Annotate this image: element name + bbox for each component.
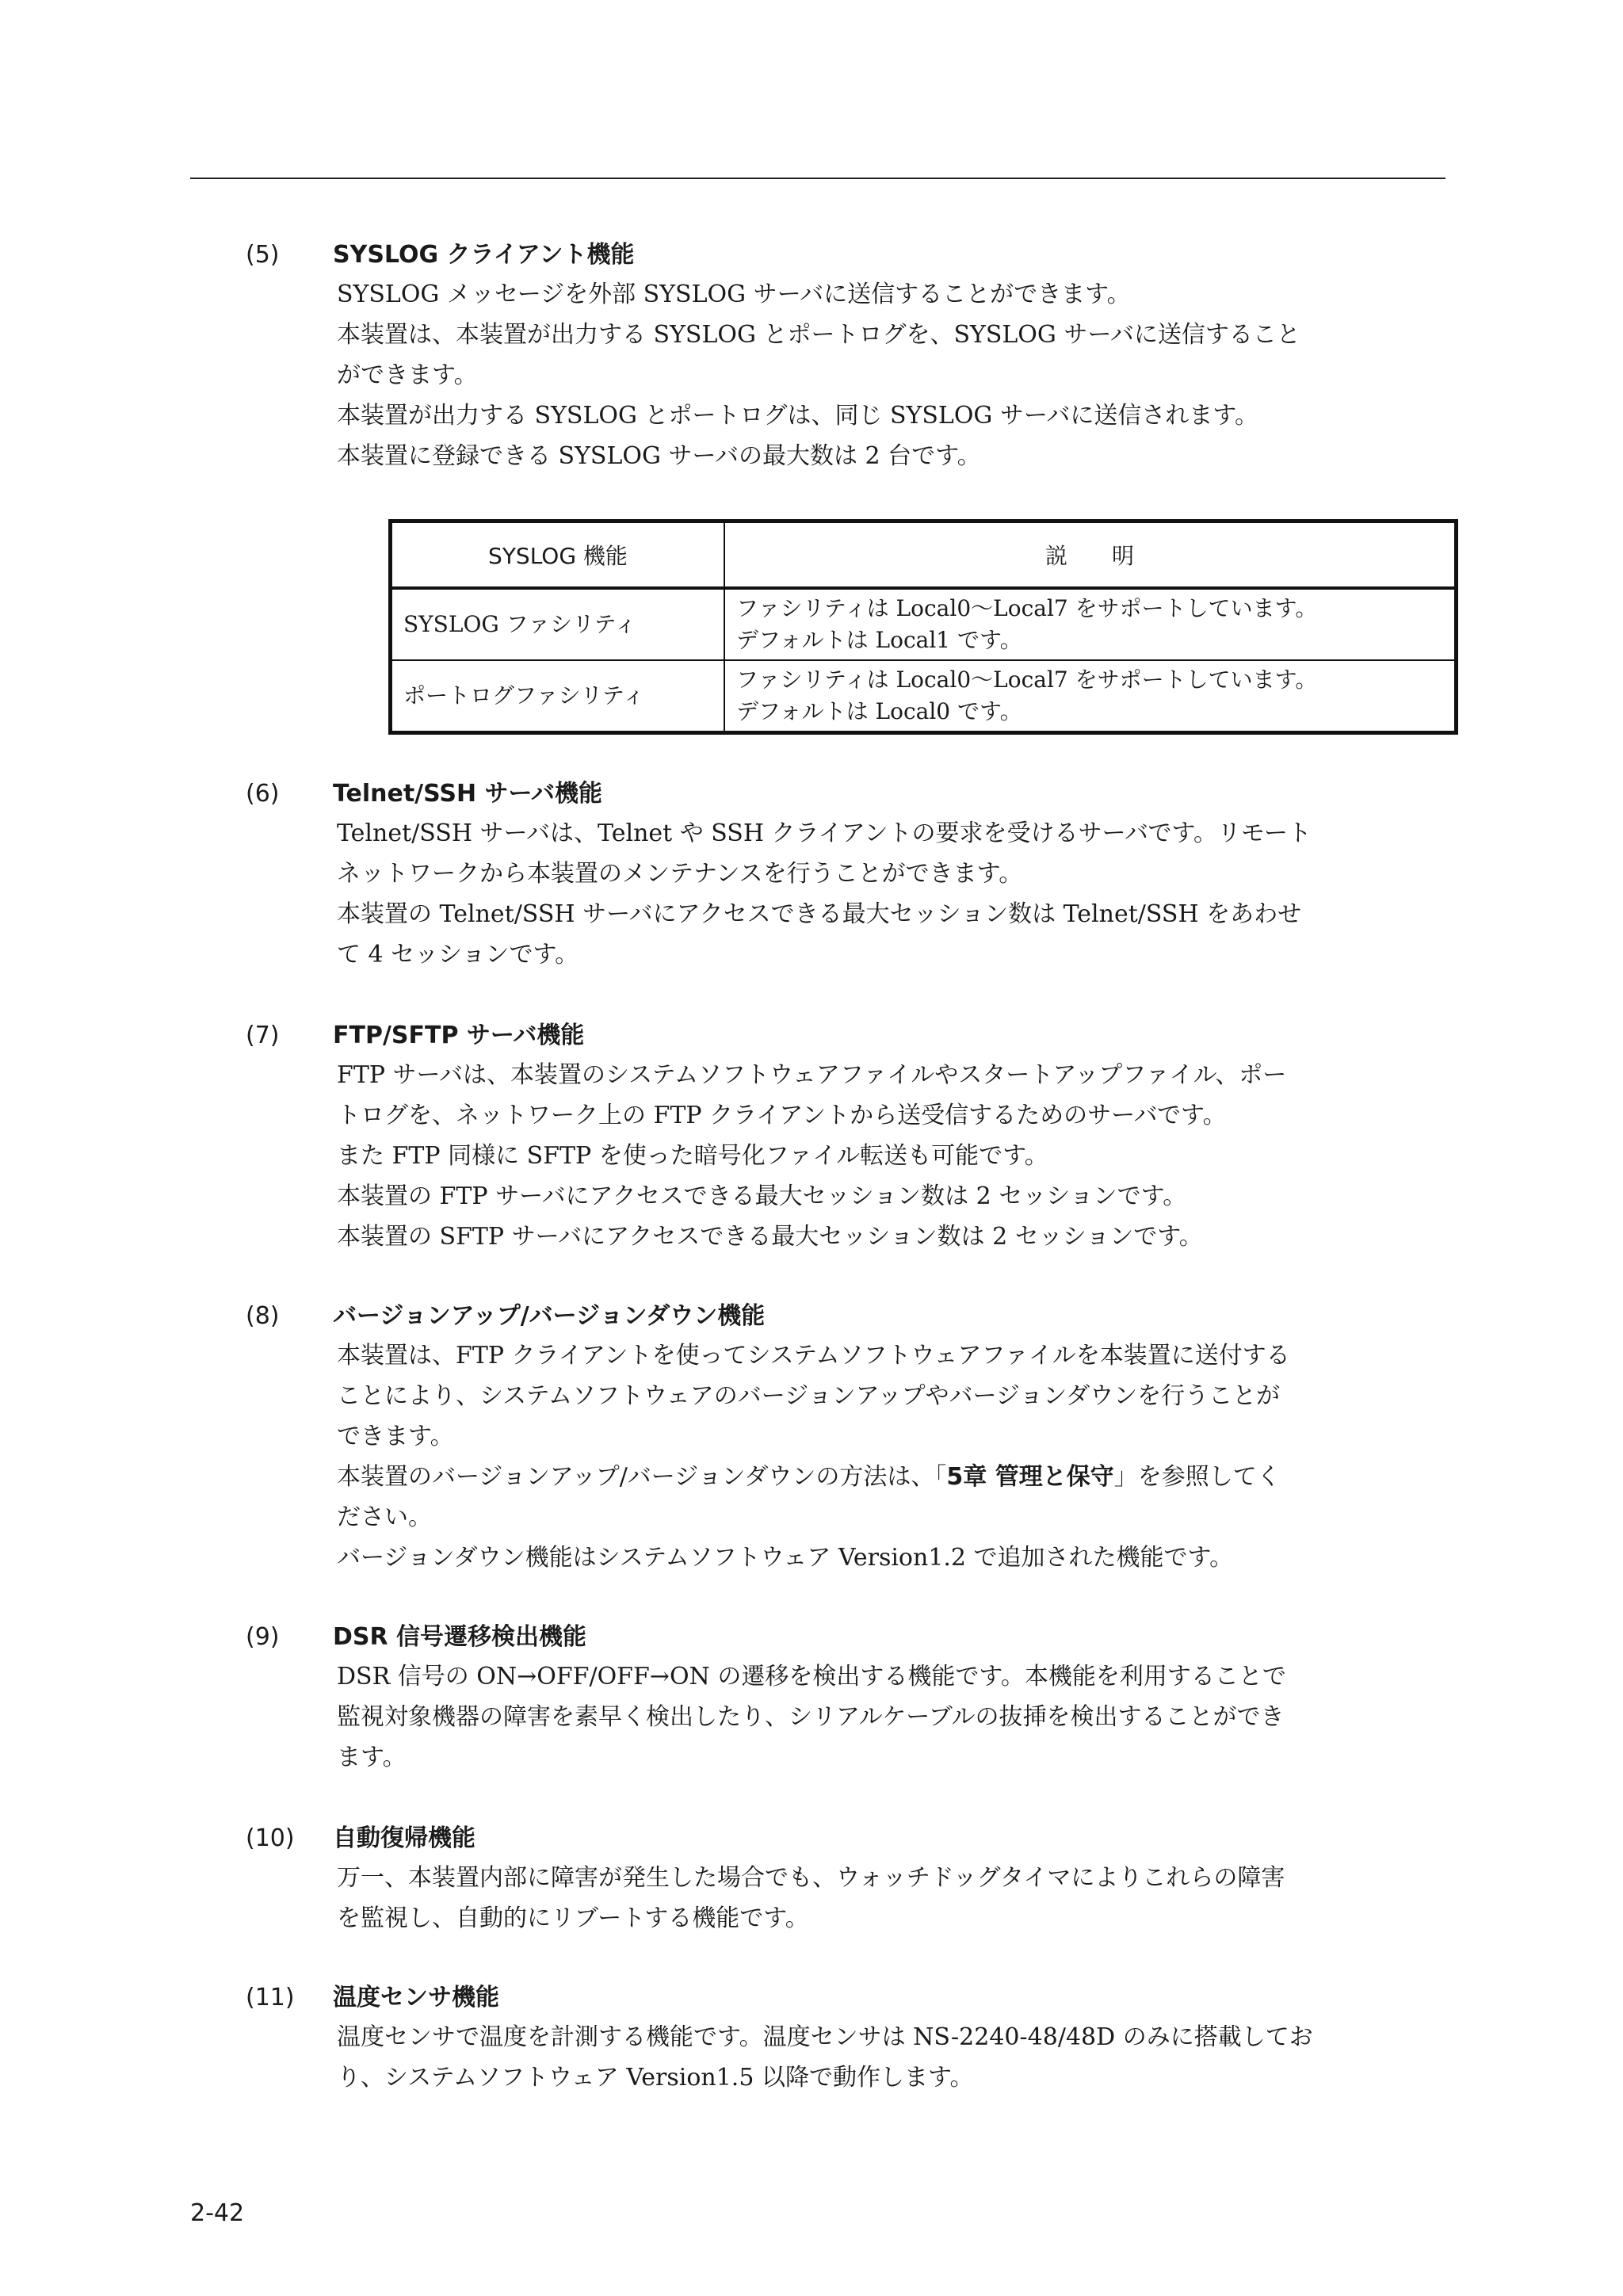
section-number: (10): [246, 1824, 295, 1852]
body-line: て 4 セッションです。: [337, 941, 579, 968]
body-line: バージョンダウン機能はシステムソフトウェア Version1.2 で追加された機能です。: [337, 1544, 1234, 1572]
section-number: (9): [246, 1623, 280, 1651]
body-line: できます。: [337, 1423, 454, 1450]
body-line: 本装置は、FTP クライアントを使ってシステムソフトウェアファイルを本装置に送付する: [337, 1342, 1290, 1370]
section-version-up-down: [246, 1297, 1458, 1578]
table-cell-name: SYSLOG ファシリティ: [391, 588, 725, 660]
section-auto-recovery: [246, 1820, 1458, 1939]
table-header-function: SYSLOG 機能: [391, 521, 725, 589]
description-line: ファシリティは Local0～Local7 をサポートしています。: [736, 667, 1318, 693]
body-line: ことにより、システムソフトウェアのバージョンアップやバージョンダウンを行うことが: [337, 1382, 1281, 1410]
body-line: また FTP 同様に SFTP を使った暗号化ファイル転送も可能です。: [337, 1142, 1048, 1170]
section-body: [337, 1858, 1446, 1939]
section-heading: [246, 1017, 1458, 1055]
page-number: 2-42: [190, 2199, 245, 2227]
description-line: デフォルトは Local0 です。: [736, 698, 1022, 724]
section-number: (6): [246, 780, 280, 808]
section-heading: [246, 1297, 1458, 1335]
table-header-row: [391, 521, 1457, 589]
section-body: [337, 1656, 1446, 1778]
reference-line: [337, 1457, 1446, 1497]
section-title: FTP/SFTP サーバ機能: [333, 1022, 585, 1049]
section-body: [337, 274, 1446, 476]
syslog-facility-table: [388, 519, 1458, 735]
section-body: [337, 813, 1446, 975]
section-title: 自動復帰機能: [333, 1824, 475, 1852]
chapter-reference: 5章 管理と保守: [946, 1463, 1114, 1491]
table-header-description: 説 明: [724, 521, 1457, 589]
body-line: ださい。: [337, 1503, 432, 1531]
body-line: Telnet/SSH サーバは、Telnet や SSH クライアントの要求を受けるサーバです。リモート: [337, 819, 1312, 847]
body-line: DSR 信号の ON→OFF/OFF→ON の遷移を検出する機能です。本機能を利用することで: [337, 1663, 1286, 1690]
header-rule: [190, 178, 1445, 179]
body-line: FTP サーバは、本装置のシステムソフトウェアファイルやスタートアップファイル、ポー: [337, 1061, 1287, 1089]
body-line: 本装置に登録できる SYSLOG サーバの最大数は 2 台です。: [337, 442, 981, 470]
section-title: バージョンアップ/バージョンダウン機能: [333, 1302, 766, 1330]
section-number: (8): [246, 1302, 280, 1330]
body-line: り、システムソフトウェア Version1.5 以降で動作します。: [337, 2064, 974, 2092]
body-line: 本装置の Telnet/SSH サーバにアクセスできる最大セッション数は Telnet/SSH をあわせ: [337, 900, 1302, 928]
section-ftp-sftp-server: [246, 1017, 1458, 1257]
body-line: ます。: [337, 1744, 407, 1771]
section-heading: [246, 1618, 1458, 1656]
section-dsr-signal-detection: [246, 1618, 1458, 1778]
section-number: (11): [246, 1984, 295, 2011]
description-line: ファシリティは Local0～Local7 をサポートしています。: [736, 595, 1318, 621]
body-line: 温度センサで温度を計測する機能です。温度センサは NS-2240-48/48D のみに搭載してお: [337, 2023, 1313, 2051]
body-line: 本装置の SFTP サーバにアクセスできる最大セッション数は 2 セッションです。: [337, 1223, 1203, 1251]
section-temperature-sensor: [246, 1979, 1458, 2098]
table-cell-description: [724, 660, 1457, 733]
body-line: トログを、ネットワーク上の FTP クライアントから送受信するためのサーバです。: [337, 1102, 1227, 1129]
section-number: (5): [246, 241, 280, 269]
body-line: ネットワークから本装置のメンテナンスを行うことができます。: [337, 860, 1023, 888]
body-line: SYSLOG メッセージを外部 SYSLOG サーバに送信することができます。: [337, 281, 1131, 308]
body-line: 万一、本装置内部に障害が発生した場合でも、ウォッチドッグタイマによりこれらの障害: [337, 1864, 1285, 1892]
section-title: 温度センサ機能: [333, 1984, 499, 2011]
section-body: [337, 2017, 1446, 2098]
body-line: を監視し、自動的にリブートする機能です。: [337, 1904, 809, 1932]
section-heading: [246, 1820, 1458, 1858]
reference-text-after: 」を参照してく: [1113, 1463, 1281, 1491]
table-cell-name: ポートログファシリティ: [391, 660, 725, 733]
table-row: [391, 660, 1457, 733]
section-title: DSR 信号遷移検出機能: [333, 1623, 587, 1651]
section-heading: [246, 1979, 1458, 2017]
table-cell-description: [724, 588, 1457, 660]
section-heading: [246, 236, 1458, 274]
body-line: 本装置が出力する SYSLOG とポートログは、同じ SYSLOG サーバに送信されます。: [337, 402, 1259, 430]
section-telnet-ssh-server: [246, 775, 1458, 975]
section-body: [337, 1055, 1446, 1257]
description-line: デフォルトは Local1 です。: [736, 627, 1022, 653]
section-title: Telnet/SSH サーバ機能: [333, 780, 603, 808]
body-line: 監視対象機器の障害を素早く検出したり、シリアルケーブルの抜挿を検出することができ: [337, 1703, 1285, 1731]
body-line: 本装置は、本装置が出力する SYSLOG とポートログを、SYSLOG サーバに送信すること: [337, 321, 1300, 349]
section-body: [337, 1335, 1446, 1578]
body-line: ができます。: [337, 361, 478, 389]
section-heading: [246, 775, 1458, 813]
section-syslog-client: [246, 236, 1458, 476]
section-title: SYSLOG クライアント機能: [333, 241, 635, 269]
body-line: 本装置の FTP サーバにアクセスできる最大セッション数は 2 セッションです。: [337, 1182, 1187, 1210]
reference-text-before: 本装置のバージョンアップ/バージョンダウンの方法は、「: [337, 1463, 947, 1491]
section-number: (7): [246, 1022, 280, 1049]
table-row: [391, 588, 1457, 660]
